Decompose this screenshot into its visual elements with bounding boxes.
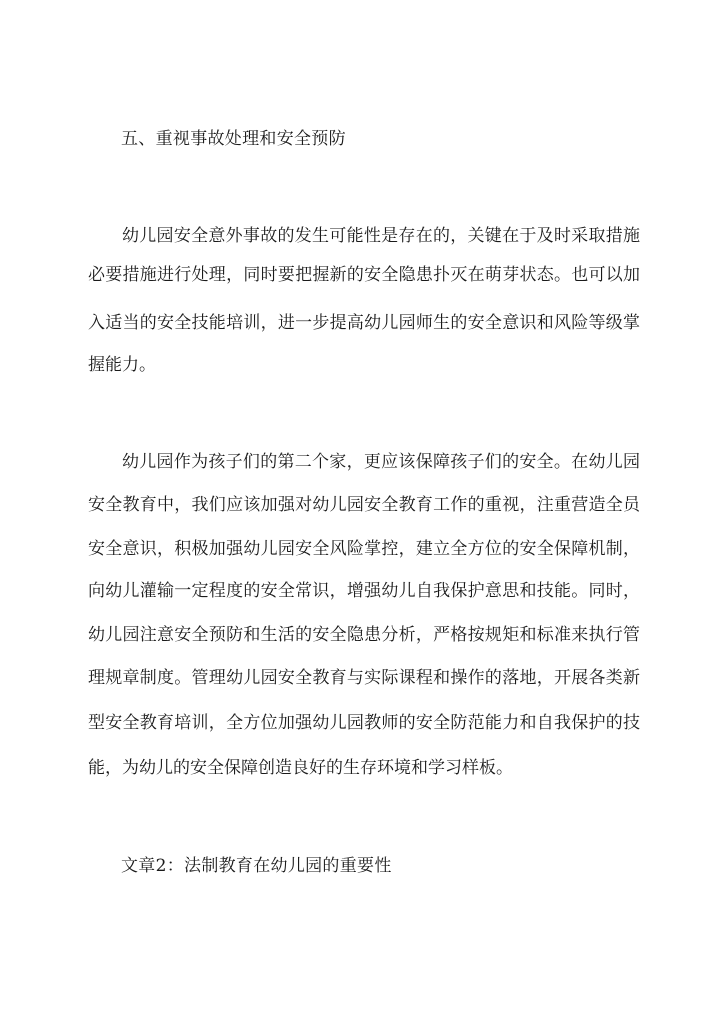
paragraph-line: 安全意识，积极加强幼儿园安全风险掌控，建立全方位的安全保障机制，	[88, 539, 640, 559]
paragraph-line: 能，为幼儿的安全保障创造良好的生存环境和学习样板。	[88, 758, 513, 778]
paragraph-line: 向幼儿灌输一定程度的安全常识，增强幼儿自我保护意思和技能。同时，	[88, 581, 640, 601]
article-heading: 文章2：法制教育在幼儿园的重要性	[121, 856, 392, 876]
paragraph-line: 幼儿园安全意外事故的发生可能性是存在的，关键在于及时采取措施	[122, 226, 640, 246]
paragraph-line: 幼儿园注意安全预防和生活的安全隐患分析，严格按规矩和标准来执行管	[88, 625, 640, 645]
paragraph-line: 入适当的安全技能培训，进一步提高幼儿园师生的安全意识和风险等级掌	[88, 313, 640, 333]
section-heading: 五、重视事故处理和安全预防	[121, 129, 346, 149]
paragraph-line: 必要措施进行处理，同时要把握新的安全隐患扑灭在萌芽状态。也可以加	[88, 265, 640, 285]
paragraph-line: 型安全教育培训，全方位加强幼儿园教师的安全防范能力和自我保护的技	[88, 713, 640, 733]
paragraph-line: 幼儿园作为孩子们的第二个家，更应该保障孩子们的安全。在幼儿园	[122, 452, 640, 472]
paragraph-line: 理规章制度。管理幼儿园安全教育与实际课程和操作的落地，开展各类新	[88, 668, 640, 688]
paragraph-line: 握能力。	[88, 355, 156, 375]
paragraph-line: 安全教育中，我们应该加强对幼儿园安全教育工作的重视，注重营造全员	[88, 495, 640, 515]
